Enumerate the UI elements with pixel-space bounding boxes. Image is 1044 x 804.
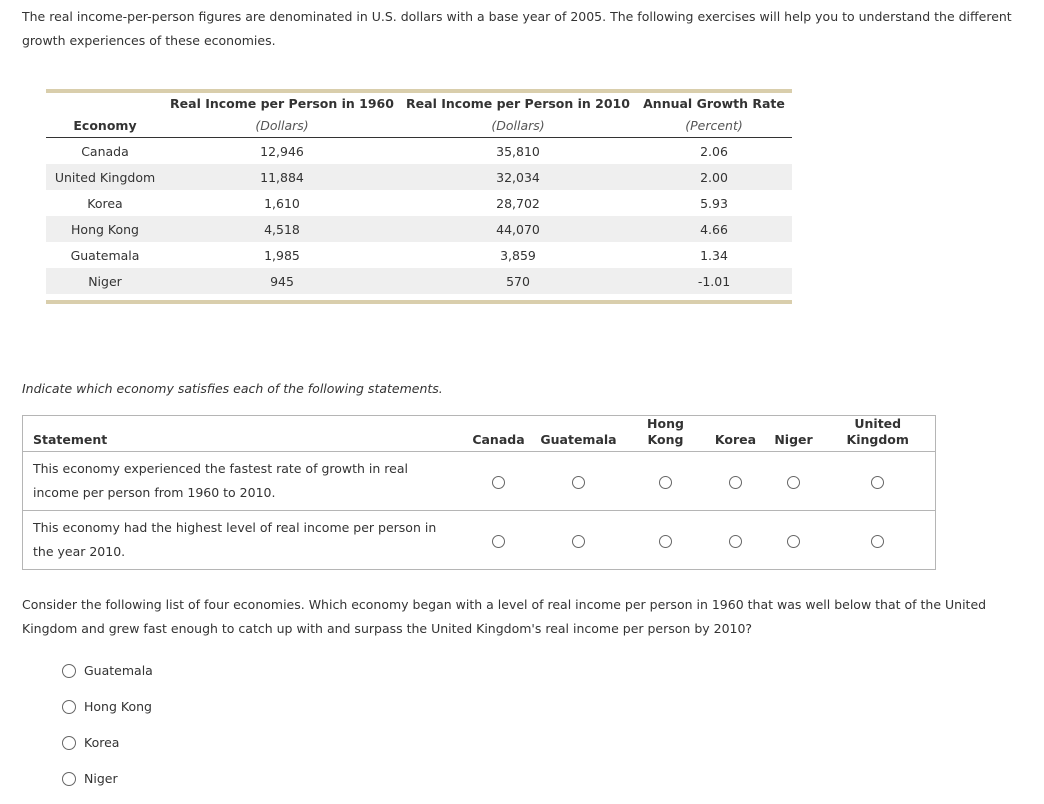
cell-growth-rate: 2.00	[636, 164, 792, 190]
option-label: Niger	[84, 771, 118, 786]
cell-economy: Niger	[46, 268, 164, 294]
income-data-table	[46, 89, 792, 304]
cell-economy: Guatemala	[70, 247, 140, 263]
header-growth-rate: Annual Growth Rate (Percent)	[643, 96, 785, 133]
cell-income-2010: 570	[400, 268, 636, 294]
statement-row-fastest-growth	[23, 452, 936, 511]
option-korea[interactable]	[62, 732, 153, 768]
cell-growth-rate: -1.01	[636, 268, 792, 294]
radio-option-guatemala[interactable]	[62, 664, 76, 678]
radio-fastest-canada[interactable]	[492, 476, 505, 489]
cell-income-1960: 12,946	[260, 143, 304, 159]
header-economy: Economy	[73, 118, 137, 133]
cell-income-2010: 35,810	[496, 143, 540, 159]
header-korea: Korea	[705, 416, 767, 452]
cell-income-1960: 1,985	[264, 247, 300, 263]
option-hong-kong[interactable]	[62, 696, 153, 732]
cell-income-1960: 945	[164, 268, 400, 294]
cell-income-1960: 4,518	[164, 216, 400, 242]
cell-economy: Korea	[87, 195, 123, 211]
radio-fastest-united-kingdom[interactable]	[871, 476, 884, 489]
radio-highest-united-kingdom[interactable]	[871, 535, 884, 548]
cell-income-2010: 44,070	[400, 216, 636, 242]
cell-economy: United Kingdom	[46, 164, 164, 190]
header-hong-kong: Hong Kong	[627, 416, 705, 452]
radio-highest-canada[interactable]	[492, 535, 505, 548]
header-united-kingdom: United Kingdom	[821, 416, 936, 452]
option-niger[interactable]	[62, 768, 153, 804]
intro-text: The real income-per-person figures are denominated in U.S. dollars with a base year of 2005. The following exercises will help you to understand the different growth experiences of these economies.	[22, 9, 1012, 48]
radio-option-hong-kong[interactable]	[62, 700, 76, 714]
header-income-1960: Real Income per Person in 1960 (Dollars)	[170, 96, 394, 133]
table-row	[46, 268, 792, 294]
header-canada: Canada	[467, 416, 531, 452]
header-statement: Statement	[23, 416, 467, 452]
table-bottom-bar	[46, 300, 792, 304]
header-guatemala: Guatemala	[531, 416, 627, 452]
answer-options	[62, 660, 153, 804]
option-guatemala[interactable]	[62, 660, 153, 696]
option-label: Guatemala	[84, 663, 153, 678]
radio-highest-hong-kong[interactable]	[659, 535, 672, 548]
radio-fastest-korea[interactable]	[729, 476, 742, 489]
header-niger: Niger	[767, 416, 821, 452]
radio-highest-niger[interactable]	[787, 535, 800, 548]
table-row	[46, 164, 792, 190]
radio-fastest-niger[interactable]	[787, 476, 800, 489]
question-text: Consider the following list of four economies. Which economy began with a level of real income per person in 1960 that was well below that of the United Kingdom and grew fast enough to catch up with and surpass the United Kingdom's real income per person by 2010?	[22, 597, 987, 636]
statement-text: This economy experienced the fastest rate of growth in real income per person from 1960 to 2010.	[23, 452, 467, 511]
cell-income-2010: 3,859	[500, 247, 536, 263]
cell-income-1960: 1,610	[264, 195, 300, 211]
statement-text: This economy had the highest level of real income per person in the year 2010.	[23, 511, 467, 570]
radio-option-niger[interactable]	[62, 772, 76, 786]
table-row	[46, 242, 792, 268]
radio-fastest-guatemala[interactable]	[572, 476, 585, 489]
header-income-2010: Real Income per Person in 2010 (Dollars)	[406, 96, 630, 133]
cell-growth-rate: 4.66	[636, 216, 792, 242]
statement-row-highest-income	[23, 511, 936, 570]
cell-income-1960: 11,884	[164, 164, 400, 190]
prompt-text: Indicate which economy satisfies each of the following statements.	[22, 381, 443, 396]
table-row	[46, 216, 792, 242]
radio-highest-guatemala[interactable]	[572, 535, 585, 548]
option-label: Hong Kong	[84, 699, 152, 714]
cell-economy: Canada	[81, 143, 129, 159]
table-row	[46, 138, 792, 165]
table-row	[46, 190, 792, 216]
cell-growth-rate: 5.93	[700, 195, 728, 211]
cell-income-2010: 32,034	[400, 164, 636, 190]
cell-economy: Hong Kong	[46, 216, 164, 242]
cell-growth-rate: 1.34	[700, 247, 728, 263]
statement-grid	[22, 415, 936, 570]
cell-income-2010: 28,702	[496, 195, 540, 211]
option-label: Korea	[84, 735, 120, 750]
cell-growth-rate: 2.06	[700, 143, 728, 159]
radio-highest-korea[interactable]	[729, 535, 742, 548]
radio-fastest-hong-kong[interactable]	[659, 476, 672, 489]
radio-option-korea[interactable]	[62, 736, 76, 750]
